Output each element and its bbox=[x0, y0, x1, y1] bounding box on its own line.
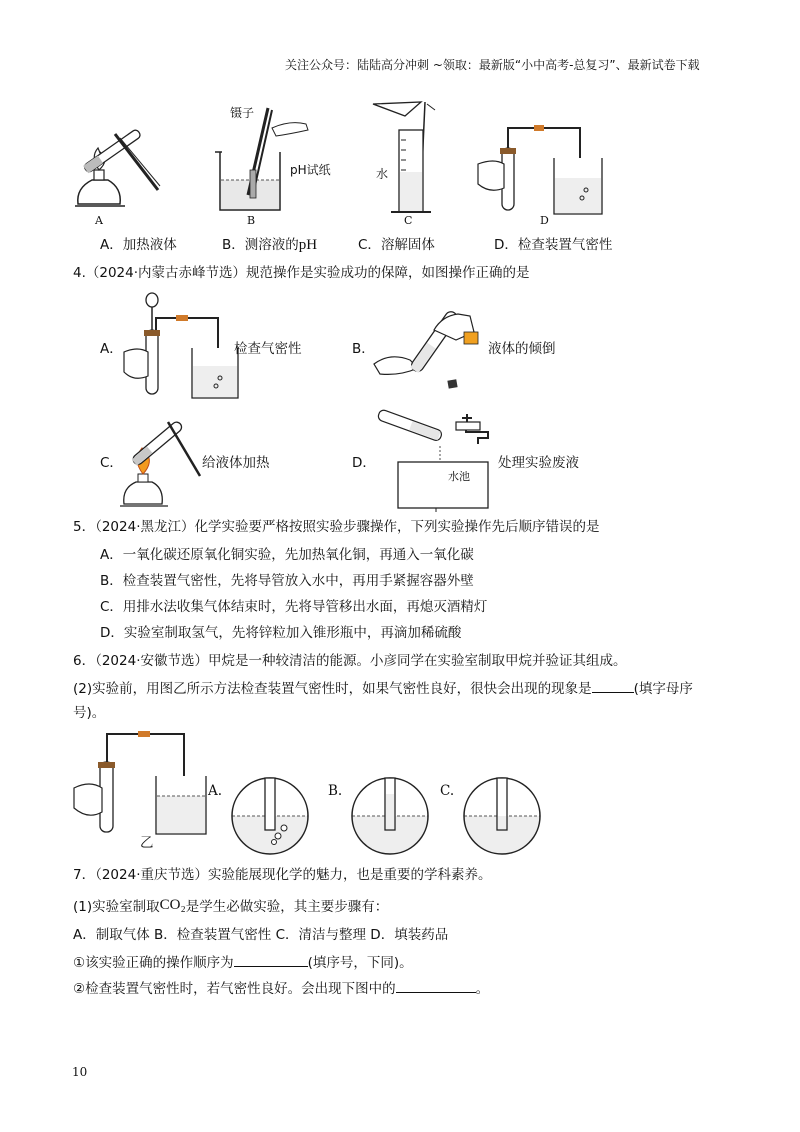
q5-stem: 5．（2024·黑龙江）化学实验要严格按照实验步骤操作，下列实验操作先后顺序错误的是 bbox=[73, 519, 600, 535]
q6-stem: 6．（2024·安徽节选）甲烷是一种较清洁的能源。小彦同学在实验室制取甲烷并验证其组成。 bbox=[73, 653, 627, 669]
q4-figure-a-airtightness bbox=[120, 290, 240, 402]
page-number: 10 bbox=[72, 1065, 88, 1079]
q6-figure-label: 乙 bbox=[140, 835, 154, 851]
q4-option-c-caption: 给液体加热 bbox=[202, 455, 270, 471]
figure-3a-heating-liquid bbox=[70, 112, 170, 222]
q6-subquestion-cont: 号)。 bbox=[73, 705, 106, 721]
q6-answer-blank[interactable] bbox=[592, 692, 634, 693]
figure-3a-letter: A bbox=[95, 214, 103, 227]
q6-circle-c bbox=[462, 776, 542, 856]
q5-option-c: C．用排水法收集气体结束时，先将导管移出水面，再熄灭酒精灯 bbox=[100, 599, 488, 615]
figure-3b-measure-ph bbox=[210, 100, 330, 215]
q6-circle-b bbox=[350, 776, 430, 856]
q4-figure-c-heat-liquid bbox=[118, 414, 208, 510]
q4-option-b-key: B． bbox=[352, 341, 375, 357]
q7-question-1: ①该实验正确的操作顺序为 (填序号，下同)。 bbox=[73, 955, 413, 971]
q4-option-a-key: A． bbox=[100, 341, 123, 357]
q3-option-c: C．溶解固体 bbox=[358, 237, 435, 253]
q4-option-d-key: D． bbox=[352, 455, 376, 471]
q6-figure-yi-apparatus bbox=[72, 728, 212, 840]
q7-subquestion-1: (1)实验室制取CO₂是学生必做实验，其主要步骤有： bbox=[73, 897, 389, 915]
q4-option-d-caption: 处理实验废液 bbox=[498, 455, 579, 471]
q7-stem: 7．（2024·重庆节选）实验能展现化学的魅力，也是重要的学科素养。 bbox=[73, 867, 492, 883]
q6-circle-c-label: C. bbox=[440, 783, 455, 799]
q4-option-a-caption: 检查气密性 bbox=[234, 341, 302, 357]
q5-option-a: A．一氧化碳还原氧化铜实验，先加热氧化铜，再通入一氧化碳 bbox=[100, 547, 474, 563]
figure-3c-dissolve-solid bbox=[365, 96, 445, 216]
figure-3c-letter: C bbox=[404, 214, 413, 227]
q6-circle-b-label: B. bbox=[328, 783, 343, 799]
figure-3d-letter: D bbox=[540, 214, 549, 227]
figure-3d-airtightness bbox=[468, 118, 618, 218]
figure-3b-letter: B bbox=[247, 214, 256, 227]
q6-circle-a-label: A. bbox=[208, 783, 223, 799]
q6-circle-a bbox=[230, 776, 310, 856]
q3-option-d: D．检查装置气密性 bbox=[494, 237, 613, 253]
q7-steps: A．制取气体 B．检查装置气密性 C．清洁与整理 D．填装药品 bbox=[73, 927, 449, 943]
q4-option-b-caption: 液体的倾倒 bbox=[488, 341, 556, 357]
q7-answer-blank-2[interactable] bbox=[396, 992, 476, 993]
sink-label: 水池 bbox=[448, 470, 470, 483]
q5-option-d: D．实验室制取氢气，先将锌粒加入锥形瓶中，再滴加稀硫酸 bbox=[100, 625, 462, 641]
page-header: 关注公众号：陆陆高分冲刺 ~领取：最新版“小中高考-总复习”、最新试卷下载 bbox=[285, 58, 700, 72]
q7-answer-blank-1[interactable] bbox=[234, 966, 308, 967]
q5-option-b: B．检查装置气密性，先将导管放入水中，再用手紧握容器外壁 bbox=[100, 573, 474, 589]
ph-paper-label: pH试纸 bbox=[290, 163, 331, 177]
q4-option-c-key: C． bbox=[100, 455, 123, 471]
q6-subquestion: (2)实验前，用图乙所示方法检查装置气密性时，如果气密性良好，很快会出现的现象是 (填字母序 bbox=[73, 681, 693, 697]
water-label: 水 bbox=[376, 167, 389, 181]
q4-stem: 4.（2024·内蒙古赤峰节选）规范操作是实验成功的保障，如图操作正确的是 bbox=[73, 265, 530, 281]
q3-option-a: A．加热液体 bbox=[100, 237, 177, 253]
q7-question-2: ②检查装置气密性时，若气密性良好。会出现下图中的 。 bbox=[73, 981, 490, 997]
q3-option-b: B．测溶液的pH bbox=[222, 237, 318, 253]
tweezers-label: 镊子 bbox=[230, 106, 255, 120]
q4-figure-d-waste-disposal bbox=[370, 408, 500, 512]
q4-figure-b-pour-liquid bbox=[370, 302, 490, 402]
